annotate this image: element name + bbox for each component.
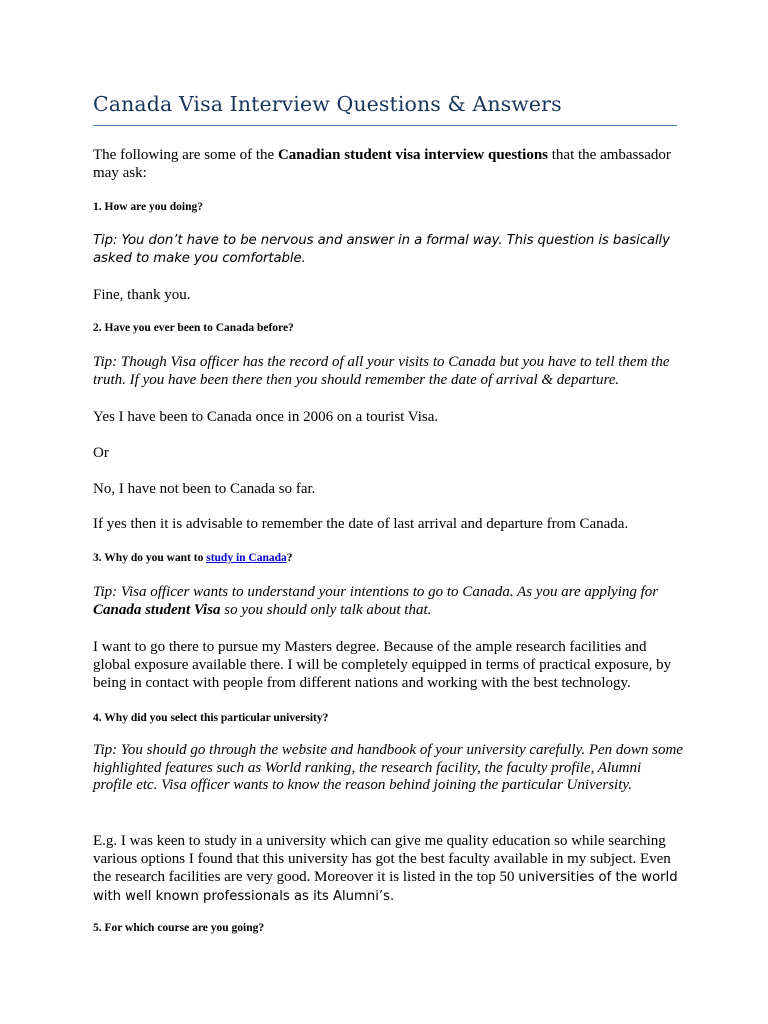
intro-paragraph [93, 146, 683, 182]
question-2-or: Or [93, 445, 109, 461]
question-2-answer-no: No, I have not been to Canada so far. [93, 481, 316, 497]
question-3-text-pre: 3. Why do you want to [93, 552, 207, 564]
question-4-answer-main: E.g. I was keen to study in a university which can give me quality education so while searching various options I found that this university has got the best faculty available in my subject. Even the research facilities are very good. Moreover it is listed in the top 50 [93, 833, 671, 885]
intro-text-pre: The following are some of the [93, 147, 278, 163]
question-1-heading: 1. How are you doing? [93, 201, 204, 213]
question-3-tip-post: so you should only talk about that. [220, 601, 432, 618]
question-3-text-post: ? [286, 552, 293, 564]
question-4-answer-tail: universities of the world with well known professionals as its Alumni’s. [93, 870, 678, 904]
question-1-tip: Tip: You don’t have to be nervous and answer in a formal way. This question is basically asked to make you comfortable. [93, 233, 670, 266]
question-3-answer: I want to go there to pursue my Masters degree. Because of the ample research facilities and global exposure available there. I will be completely equipped in terms of practical exposure, by being in contact with people from different nations and working with the best technology. [93, 639, 672, 691]
intro-text-post: that the ambassador may ask: [93, 147, 671, 181]
question-5-heading: 5. For which course are you going? [93, 922, 265, 934]
title-underline [93, 125, 677, 126]
question-3-tip [93, 584, 683, 619]
study-in-canada-link[interactable]: study in Canada [206, 552, 287, 564]
question-3-tip-pre: Tip: Visa officer wants to understand your intentions to go to Canada. As you are applying for [93, 584, 659, 600]
question-2-tip: Tip: Though Visa officer has the record of all your visits to Canada but you have to tell them the truth. If you have been there then you should remember the date of arrival & departure. [93, 354, 670, 388]
question-3-heading [93, 551, 293, 565]
question-4-tip: Tip: You should go through the website and handbook of your university carefully. Pen down some highlighted features such as World ranking, the research facility, the faculty profile, Alumni profile etc. Visa officer wants to know the reason behind joining the particular University. [93, 742, 683, 793]
question-4-heading: 4. Why did you select this particular university? [93, 712, 329, 724]
question-2-answer-yes: Yes I have been to Canada once in 2006 on a tourist Visa. [93, 409, 439, 425]
question-2-note: If yes then it is advisable to remember the date of last arrival and departure from Canada. [93, 516, 629, 532]
question-1-answer: Fine, thank you. [93, 287, 191, 303]
question-2-heading: 2. Have you ever been to Canada before? [93, 322, 294, 334]
intro-text-bold: Canadian student visa interview questions [277, 147, 548, 163]
page-title: Canada Visa Interview Questions & Answers [93, 92, 562, 116]
question-4-answer [93, 832, 683, 906]
question-3-tip-bold: Canada student Visa [93, 601, 221, 618]
